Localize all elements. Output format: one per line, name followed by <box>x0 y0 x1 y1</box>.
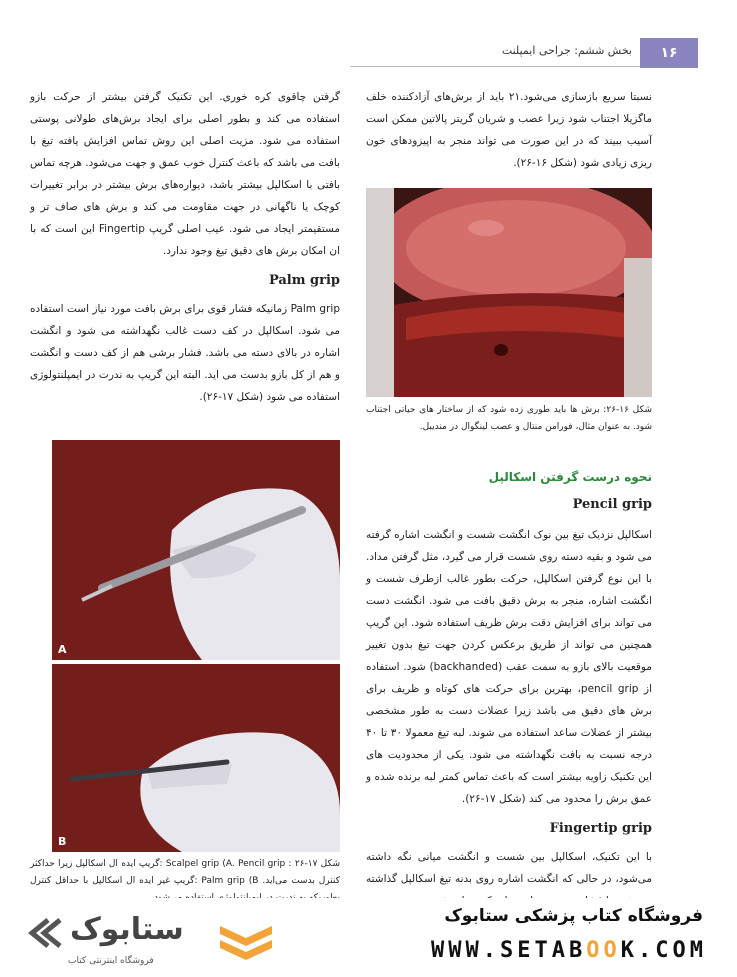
figure-17-caption-text: شکل ۱۷-۲۶ : Scalpel grip (A. Pencil grip :گریپ ایده ال اسکالپل زیرا حداکثر کنترل بدست می‌اید. Palm grip (B :گریپ غیر ایده ال اسکالپل با حداقل کنترل <box>30 859 340 886</box>
book-logo-icon <box>218 920 274 964</box>
figure-16-caption-text: شکل ۱۶-۲۶: برش ها باید طوری زده شود که از ساختار های حیاتی اجتناب شود. به عنوان مثال، فورامن منتال و عصب لینگوال در منديبل. <box>366 405 652 432</box>
pencil-grip-paragraph: اسکالپل نزدیک تیغ بین نوک انگشت شست و انگشت اشاره گرفته می شود و بقیه دسته روی شست قرار می گیرد، مثل گرفتن مداد. با این نوع گرفتن اسکالپل، حرکت بطور غالب ازطرف شست و انگشت اشاره، منجر به برش دقیق بافت می شود. انگشت دست می تواند برای افزایش دقت برش ظریف استفاده شود. این گریپ همچنین می تواند از طریق برعکس کردن جهت تیغ بدون تغییر موقعیت بالای بازو به سمت عقب (backhanded) شود. استفاده از pencil grip، بهترین برای حرکت های کوتاه و ظریف برای برش های دقیق می باشد زیرا عضلات دست به طور مشخصی بیشتر از عضلات ساعد استفاده می شوند. لبه تیغ معمولا ۳۰ تا ۴۰ درجه نسبت به بافت نگهداشته می شود. یکی از محدودیت های این تکنیک زاویه بیشتر است که باعث تماس کمتر لبه برنده شده و عمق برش را محدود می کند (شکل ۱۷-۲۶). <box>366 529 653 805</box>
logo-subtitle: فروشگاه اینترنتی کتاب <box>68 956 154 966</box>
pencil-grip-photo <box>52 440 340 660</box>
fingertip-continuation-paragraph: گرفتن چاقوی کره خوری. این تکنیک گرفتن بیشتر از حرکت بازو استفاده می کند و بطور اصلی برای ایجاد برش‌های طولانی پوستی استفاده می شود. مزیت اصلی این روش تماس افزایش یافته تیغ با بافت می باشد که باعث کنترل خوب عمق و جهت می‌شود. هرچه تماس بافتی با اسکالپل بیشتر باشد، دیواره‌های برش بیشتر در برابر تغییرات کوچک یا ناگهانی در جهت مقاومت می کند و برش های صاف تر و مستقیمتر ایجاد می شود. عیب اصلی گریپ Fingertip این است که با ان امکان برش های دقیق تیغ وجود ندارد. <box>30 91 340 257</box>
figure-17a-photo <box>52 440 340 660</box>
store-url[interactable] <box>431 938 707 963</box>
palm-grip-heading: Palm grip <box>268 273 340 288</box>
pencil-grip-heading: Pencil grip <box>572 497 652 512</box>
scalpel-section <box>366 466 652 912</box>
store-name: فروشگاه کتاب پزشکی ستابوک <box>444 906 703 926</box>
palm-grip-photo <box>52 664 340 852</box>
figure-17b-photo <box>52 664 340 852</box>
url-prefix: WWW.SETAB <box>431 938 587 963</box>
photo-b-label: B <box>58 835 67 848</box>
right-column <box>366 86 652 174</box>
section-heading: نحوه درست گرفتن اسکالپل <box>488 470 652 484</box>
left-column <box>30 86 340 408</box>
url-oo: OO <box>586 938 621 963</box>
fingertip-grip-heading: Fingertip grip <box>549 821 652 836</box>
figure-16-caption <box>366 402 652 436</box>
chapter-title: بخش ششم: جراحی ایمپلنت <box>501 44 632 57</box>
intro-paragraph: نسبتا سریع بازسازی می‌شود.۲۱ باید از برش‌های آزادکننده خلف ماگزیلا اجتناب شود زیرا عصب و شریان گریتر پالاتین ممکن است آسیب ببیند که در این صورت می تواند منجر به اپیزودهای خون ریزی زیادی شود (شکل ۱۶-۲۶). <box>366 91 652 169</box>
setabook-logo: ستابوک <box>70 912 184 947</box>
url-suffix: K.COM <box>620 938 707 963</box>
header-divider <box>350 66 640 67</box>
page-number: ۱۶ <box>640 38 698 68</box>
store-footer <box>0 898 737 977</box>
oral-surgery-photo <box>366 188 652 397</box>
photo-a-label: A <box>58 643 67 656</box>
fingertip-grip-paragraph: با این تکنیک، اسکالپل بین شست و انگشت میانی نگه داشته می‌شود، در حالی که انگشت اشاره روی بدنه تیغ اسکالپل گذاشته <box>366 851 652 885</box>
chevron-left-icon <box>26 916 66 950</box>
palm-grip-paragraph: Palm grip زمانیکه فشار قوی برای برش بافت مورد نیاز است استفاده می شود. اسکالپل در کف دست غالب نگهداشته می شود و انگشت اشاره در بالای دسته می باشد. فشار برشی هم از کف دست و انگشت و هم از کل بازو بدست می اید. البته این گریپ به ندرت در ایمپلنتولوژی استفاده می شود (شکل ۱۷-۲۶). <box>30 303 340 403</box>
figure-16-photo <box>366 188 652 397</box>
